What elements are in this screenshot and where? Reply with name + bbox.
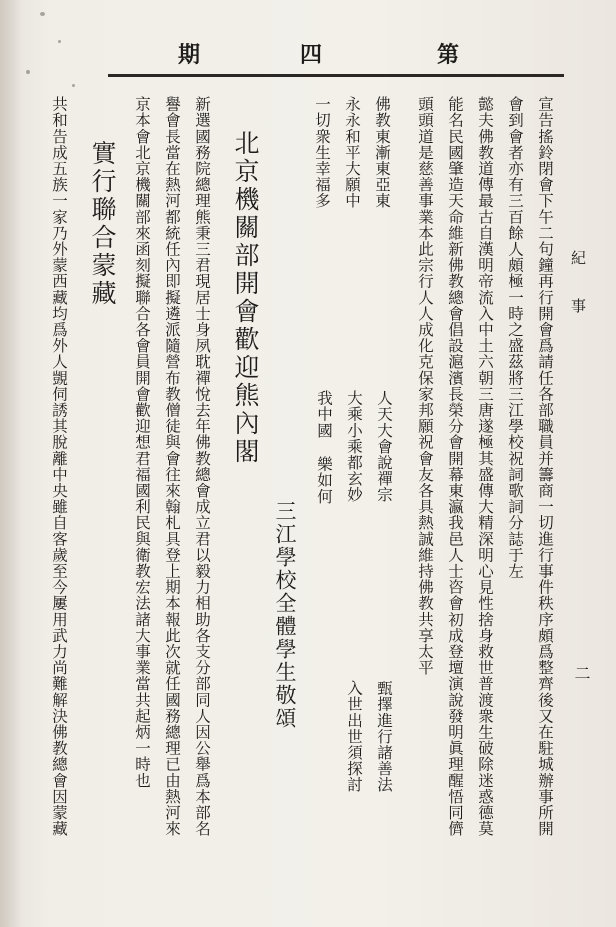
- article1-column-4: 能名民國肇造天命維新佛教總會倡設滬濱長榮分會開幕東瀛我邑人士咨會初成登壇演說發明眞理醒悟同儕: [446, 96, 464, 837]
- scan-speck: [26, 70, 30, 74]
- page-number: 二: [572, 665, 591, 681]
- article1-column-8: 一切衆生幸福多: [313, 96, 331, 209]
- scan-speck: [40, 12, 45, 16]
- article1-column-6: 佛教東漸東亞東: [373, 96, 391, 209]
- verse-a1: 人天大會說禪宗: [375, 390, 393, 503]
- article1-signature: 三江學校全體學生敬頌: [273, 500, 297, 730]
- article1-column-1: 宣告搖鈴閉會下午二句鐘再行開會爲請任各部職員并籌商一切進行事件秩序頗爲整齊後又在駐城辦事所開: [536, 96, 554, 837]
- header-rule: [108, 74, 564, 77]
- article1-column-3: 懿夫佛教道傳最古自漢明帝流入中土六朝三唐遂極其盛傳大精深明心見性捨身救世普渡衆生破除迷惑德莫: [476, 96, 494, 837]
- scan-speck: [58, 40, 61, 43]
- verse-c1: 我中國: [315, 390, 333, 439]
- header-char-di: 第: [437, 42, 460, 68]
- article2-title: 北京機關部開會歡迎熊內閣: [231, 130, 260, 466]
- header-char-qi: 期: [178, 42, 201, 68]
- article1-column-2: 會到會者亦有三百餘人頗極一時之盛茲將三江學校祝詞歌詞分誌于左: [506, 96, 524, 579]
- verse-c2: 樂如何: [315, 456, 333, 505]
- article2-column-2: 譽會長當在熱河都統任內即擬遴派隨營布教僧徒與會往來翰札具登上期本報此次就任國務總理已由熱河來: [163, 96, 181, 837]
- verse-b2: 入世出世須探討: [345, 680, 363, 793]
- article3-column-1: 共和告成五族一家乃外蒙西藏均爲外人覬伺誘其脫離中央雖自客歲至今屢用武力尚難解決佛教總會因蒙藏: [50, 96, 68, 837]
- verse-a2: 甄擇進行諸善法: [375, 680, 393, 793]
- article1-column-7: 永永和平大願中: [343, 96, 361, 209]
- article3-title: 實行聯合蒙藏: [88, 140, 117, 308]
- scan-edge-shadow: [0, 0, 22, 927]
- article2-column-1: 新選國務院總理熊秉三君現居士身夙耽禪悅去年佛教總會成立君以毅力相助各支分部同人因公舉爲本部名: [193, 96, 211, 837]
- article2-column-3: 京本會北京機關部來函刻擬聯合各會員開會歡迎想君福國利民與衛教宏法諸大事業當共起炳一時也: [133, 96, 151, 789]
- verse-b1: 大乘小乘都玄妙: [345, 390, 363, 503]
- article1-column-5: 頭頭道是慈善事業本此宗行人人成化克保家邦願祝會友各具熱誠維持佛教共享太平: [416, 96, 434, 676]
- scan-speck: [72, 84, 75, 87]
- header-char-si: 四: [300, 42, 323, 68]
- section-label: 紀 事: [569, 250, 587, 327]
